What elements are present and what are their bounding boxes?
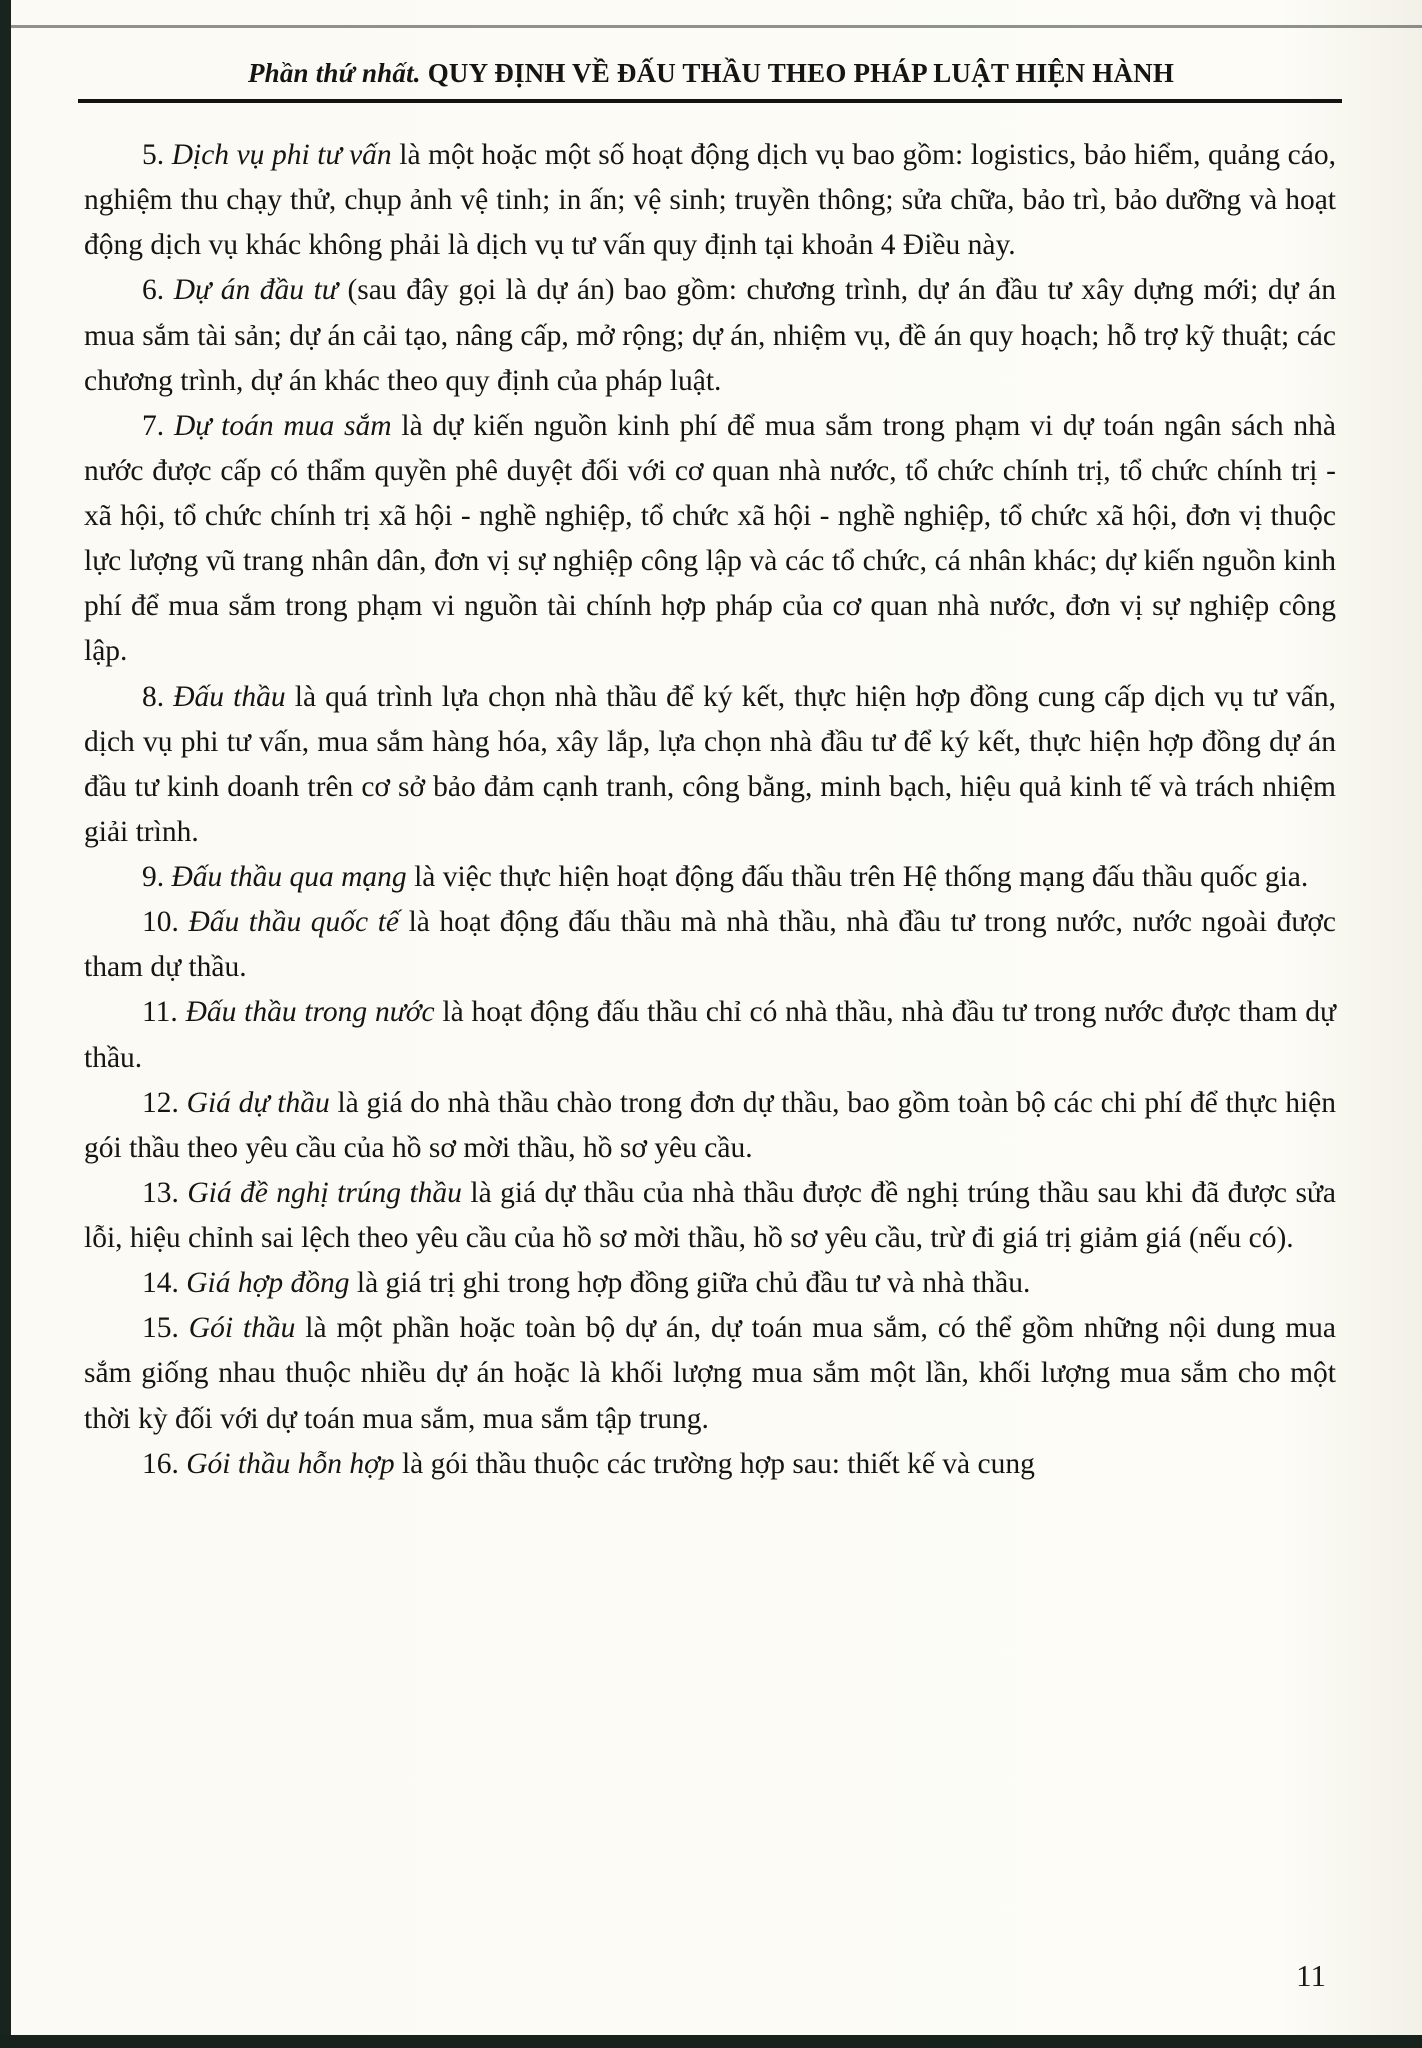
definition-number: 12. — [142, 1086, 179, 1119]
definition-number: 7. — [142, 409, 165, 442]
definition-text: là giá trị ghi trong hợp đồng giữa chủ đầu tư và nhà thầu. — [356, 1267, 1031, 1300]
definition-term: Giá hợp đồng — [186, 1267, 350, 1300]
scan-edge-bottom — [0, 2035, 1422, 2048]
running-header — [92, 58, 1330, 89]
definition-term: Dịch vụ phi tư vấn — [171, 139, 392, 171]
definition-paragraph-6 — [84, 268, 1336, 403]
definition-text: là giá dự thầu của nhà thầu được đề nghị trúng thầu sau khi đã được sửa lỗi, hiệu chỉnh sai lệch theo yêu cầu của hồ sơ mời thầu, hồ sơ yêu cầu, trừ đi giá trị giảm giá (nếu có). — [84, 1176, 1337, 1254]
definition-number: 6. — [142, 274, 165, 307]
definition-paragraph-14 — [84, 1261, 1336, 1306]
definition-text: là một hoặc một số hoạt động dịch vụ bao gồm: logistics, bảo hiểm, quảng cáo, nghiệm thu chạy thử, chụp ảnh vệ tinh; in ấn; vệ sinh; truyền thông; sửa chữa, bảo trì, bảo dưỡng và hoạt động dịch vụ khác không phải là dịch vụ tư vấn quy định tại khoản 4 Điều này. — [84, 139, 1336, 262]
definition-number: 5. — [142, 139, 165, 171]
definition-paragraph-12 — [84, 1081, 1336, 1171]
definition-term: Dự toán mua sắm — [173, 409, 392, 442]
definition-number: 10. — [142, 906, 179, 939]
definition-text: là hoạt động đấu thầu mà nhà thầu, nhà đầu tư trong nước, nước ngoài được tham dự thầu. — [84, 906, 1337, 984]
definition-term: Đấu thầu — [173, 680, 286, 713]
definition-text: là việc thực hiện hoạt động đấu thầu trên Hệ thống mạng đấu thầu quốc gia. — [414, 861, 1309, 893]
definition-number: 8. — [142, 680, 165, 713]
definition-term: Đấu thầu trong nước — [185, 996, 435, 1029]
header-title: QUY ĐỊNH VỀ ĐẤU THẦU THEO PHÁP LUẬT HIỆN HÀNH — [427, 58, 1175, 88]
definition-paragraph-8 — [84, 675, 1336, 856]
page-body — [84, 133, 1336, 1487]
definition-number: 16. — [142, 1447, 179, 1480]
definition-text: là quá trình lựa chọn nhà thầu để ký kết, thực hiện hợp đồng cung cấp dịch vụ tư vấn, dịch vụ phi tư vấn, mua sắm hàng hóa, xây lắp, lựa chọn nhà đầu tư để ký kết, thực hiện hợp đồng dự án đầu tư kinh doanh trên cơ sở bảo đảm cạnh tranh, công bằng, minh bạch, hiệu quả kinh tế và trách nhiệm giải trình. — [84, 680, 1337, 848]
definition-paragraph-11 — [84, 990, 1336, 1080]
scan-edge-left — [0, 0, 11, 2048]
definition-paragraph-10 — [84, 900, 1336, 990]
definition-number: 9. — [142, 861, 165, 893]
definition-term: Dự án đầu tư — [173, 274, 338, 307]
definition-text: là giá do nhà thầu chào trong đơn dự thầu, bao gồm toàn bộ các chi phí để thực hiện gói thầu theo yêu cầu của hồ sơ mời thầu, hồ sơ yêu cầu. — [84, 1086, 1337, 1164]
definition-term: Đấu thầu qua mạng — [171, 861, 407, 893]
definition-number: 15. — [142, 1312, 179, 1345]
definition-paragraph-13 — [84, 1171, 1336, 1261]
part-label: Phần thứ nhất. — [247, 58, 421, 88]
definition-term: Giá đề nghị trúng thầu — [187, 1176, 462, 1209]
definition-number: 14. — [142, 1267, 179, 1300]
definition-term: Gói thầu hỗn hợp — [186, 1447, 395, 1480]
scan-edge-top — [0, 25, 1422, 28]
definition-paragraph-5 — [84, 133, 1336, 268]
definition-paragraph-16 — [84, 1442, 1336, 1487]
definition-paragraph-15 — [84, 1306, 1336, 1441]
definition-paragraph-9 — [84, 855, 1336, 900]
definition-text: là dự kiến nguồn kinh phí để mua sắm trong phạm vi dự toán ngân sách nhà nước được cấp có thẩm quyền phê duyệt đối với cơ quan nhà nước, tổ chức chính trị, tổ chức chính trị - xã hội, tổ chức chính trị xã hội - nghề nghiệp, tổ chức xã hội - nghề nghiệp, tổ chức xã hội, đơn vị thuộc lực lượng vũ trang nhân dân, đơn vị sự nghiệp công lập và các tổ chức, cá nhân khác; dự kiến nguồn kinh phí để mua sắm trong phạm vi nguồn tài chính hợp pháp của cơ quan nhà nước, đơn vị sự nghiệp công lập. — [84, 409, 1337, 668]
definition-text: là một phần hoặc toàn bộ dự án, dự toán mua sắm, có thể gồm những nội dung mua sắm giống nhau thuộc nhiều dự án hoặc là khối lượng mua sắm một lần, khối lượng mua sắm cho một thời kỳ đối với dự toán mua sắm, mua sắm tập trung. — [84, 1312, 1337, 1435]
page-number: 11 — [1296, 1958, 1326, 1993]
definition-term: Đấu thầu quốc tế — [188, 906, 399, 939]
definition-text: là hoạt động đấu thầu chỉ có nhà thầu, nhà đầu tư trong nước được tham dự thầu. — [84, 996, 1337, 1074]
definition-term: Giá dự thầu — [186, 1086, 330, 1119]
definition-text: là gói thầu thuộc các trường hợp sau: thiết kế và cung — [401, 1447, 1035, 1480]
definition-paragraph-7 — [84, 404, 1336, 675]
definition-text: (sau đây gọi là dự án) bao gồm: chương trình, dự án đầu tư xây dựng mới; dự án mua sắm tài sản; dự án cải tạo, nâng cấp, mở rộng; dự án, nhiệm vụ, đề án quy hoạch; hỗ trợ kỹ thuật; các chương trình, dự án khác theo quy định của pháp luật. — [84, 274, 1337, 397]
header-rule — [78, 99, 1342, 103]
definition-term: Gói thầu — [188, 1312, 296, 1345]
definition-number: 11. — [142, 996, 178, 1029]
definition-number: 13. — [142, 1176, 179, 1209]
